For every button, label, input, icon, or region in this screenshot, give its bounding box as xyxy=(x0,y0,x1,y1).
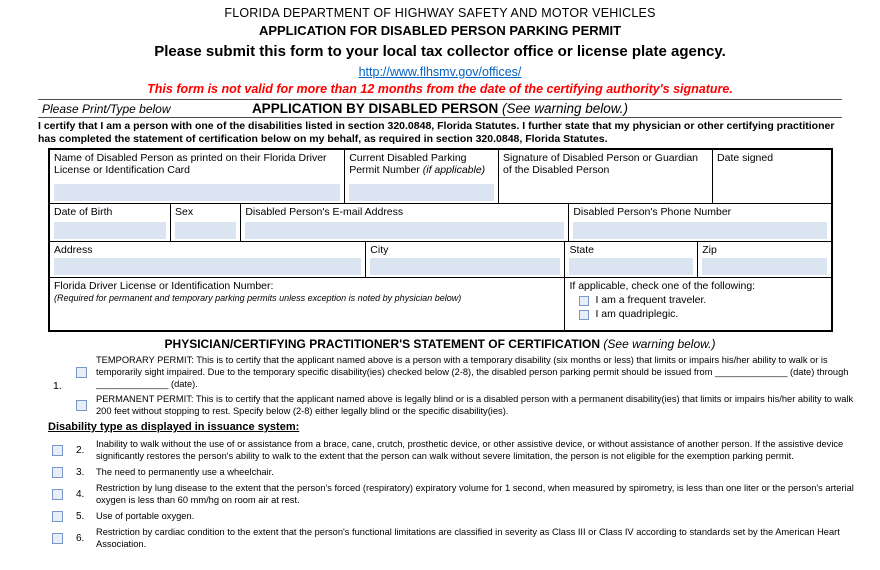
permit-number-label-text: Current Disabled Parking Permit Number xyxy=(349,152,467,176)
permit-type-item xyxy=(48,354,865,417)
quadriplegic-checkbox[interactable] xyxy=(579,310,589,320)
applicant-info-table xyxy=(48,148,833,332)
disability-2-checkbox[interactable] xyxy=(52,445,63,456)
disability-5-number: 5. xyxy=(76,510,85,522)
sex-input[interactable] xyxy=(175,222,236,239)
signature-cell xyxy=(499,150,713,203)
date-signed-cell xyxy=(713,150,831,203)
applicant-section-note: (See warning below.) xyxy=(501,101,629,116)
signature-label: Signature of Disabled Person or Guardian of the Disabled Person xyxy=(503,152,698,176)
dob-cell xyxy=(50,204,171,241)
disability-5-checkbox[interactable] xyxy=(52,511,63,522)
disability-2-number: 2. xyxy=(76,444,85,456)
item-1-number: 1. xyxy=(53,379,62,392)
validity-warning: This form is not valid for more than 12 months from the date of the certifying authority's signature. xyxy=(147,82,733,96)
phone-label: Disabled Person's Phone Number xyxy=(573,206,732,218)
permit-number-label xyxy=(349,152,494,176)
physician-section-title: PHYSICIAN/CERTIFYING PRACTITIONER'S STATEMENT OF CERTIFICATION xyxy=(164,337,601,351)
zip-cell xyxy=(698,242,831,277)
disability-4-checkbox[interactable] xyxy=(52,489,63,500)
disability-4-text: Restriction by lung disease to the extent that the person's forced (respiratory) expiratory volume for 1 second, when measured by spirometry, is less than one liter or the person's arterial oxygen is less than 60 mm/hg on room air at rest. xyxy=(96,483,854,505)
sex-cell xyxy=(171,204,241,241)
physician-section-header xyxy=(0,338,880,351)
disability-6-number: 6. xyxy=(76,532,85,544)
disability-3-text: The need to permanently use a wheelchair. xyxy=(96,467,274,477)
frequent-traveler-label: I am a frequent traveler. xyxy=(595,294,707,306)
table-row-1 xyxy=(50,150,831,204)
disability-item-4 xyxy=(52,482,862,506)
city-cell xyxy=(366,242,565,277)
name-cell xyxy=(50,150,345,203)
quadriplegic-label: I am quadriplegic. xyxy=(595,308,679,320)
disability-5-text: Use of portable oxygen. xyxy=(96,511,195,521)
link-row xyxy=(0,65,880,79)
physician-section-note: (See warning below.) xyxy=(603,337,716,351)
frequent-traveler-checkbox[interactable] xyxy=(579,296,589,306)
temporary-permit-text: TEMPORARY PERMIT: This is to certify that the applicant named above is a person with a temporary disability (six months or less) that limits or impairs his/her ability to walk or is temporarily sight impaired. Due to the temporary specific disability(ies) checked below (2-8), the disabled person parking permit should be issued from ______________ (date) through ______________ (date). xyxy=(96,355,849,389)
zip-input[interactable] xyxy=(702,258,827,275)
date-signed-label: Date signed xyxy=(717,152,774,164)
agency-title: FLORIDA DEPARTMENT OF HIGHWAY SAFETY AND MOTOR VEHICLES xyxy=(224,6,656,20)
city-label: City xyxy=(370,244,389,256)
disability-3-number: 3. xyxy=(76,466,85,478)
offices-link[interactable]: http://www.flhsmv.gov/offices/ xyxy=(358,65,522,79)
dl-number-note: (Required for permanent and temporary parking permits unless exception is noted by physician below) xyxy=(54,293,462,303)
email-input[interactable] xyxy=(245,222,564,239)
phone-cell xyxy=(569,204,831,241)
disability-6-checkbox[interactable] xyxy=(52,533,63,544)
disability-type-heading: Disability type as displayed in issuance system: xyxy=(48,421,300,433)
permit-number-note: (if applicable) xyxy=(422,164,486,176)
signature-area[interactable] xyxy=(503,176,708,201)
applicant-certification-text: I certify that I am a person with one of the disabilities listed in section 320.0848, Florida Statutes. I further state that my physician or other certifying practitioner has completed the statement of certification below on my behalf, as required in section 320.0848, Florida Statutes. xyxy=(38,120,835,145)
email-label: Disabled Person's E-mail Address xyxy=(245,206,404,218)
applicant-section-header xyxy=(38,99,842,118)
state-cell xyxy=(565,242,698,277)
applicant-section-title: APPLICATION BY DISABLED PERSON xyxy=(251,101,499,116)
state-input[interactable] xyxy=(569,258,693,275)
address-cell xyxy=(50,242,366,277)
name-label: Name of Disabled Person as printed on their Florida Driver License or Identification Card xyxy=(54,152,327,176)
temporary-permit-row xyxy=(76,354,865,390)
temporary-permit-checkbox[interactable] xyxy=(76,367,87,378)
permit-type-options xyxy=(76,354,865,417)
disability-6-text: Restriction by cardiac condition to the extent that the person's functional limitations are classified in severity as Class III or Class IV according to standards set by the American Heart Association. xyxy=(96,527,840,549)
state-label: State xyxy=(569,244,594,256)
zip-label: Zip xyxy=(702,244,717,256)
table-row-2 xyxy=(50,204,831,242)
print-type-hint: Please Print/Type below xyxy=(42,101,171,116)
dob-label: Date of Birth xyxy=(54,206,113,218)
disability-3-checkbox[interactable] xyxy=(52,467,63,478)
dl-number-area[interactable] xyxy=(54,304,560,329)
table-row-3 xyxy=(50,242,831,278)
table-row-4 xyxy=(50,278,831,330)
permit-number-input[interactable] xyxy=(349,184,494,201)
date-signed-area[interactable] xyxy=(717,164,827,201)
address-input[interactable] xyxy=(54,258,361,275)
dl-number-cell xyxy=(50,278,565,330)
address-label: Address xyxy=(54,244,93,256)
submit-instruction: Please submit this form to your local tax collector office or license plate agency. xyxy=(154,43,726,60)
permanent-permit-row xyxy=(76,393,865,417)
email-cell xyxy=(241,204,569,241)
frequent-traveler-row xyxy=(579,295,827,306)
city-input[interactable] xyxy=(370,258,560,275)
disability-item-3 xyxy=(52,466,862,478)
disability-4-number: 4. xyxy=(76,488,85,500)
disability-2-text: Inability to walk without the use of or assistance from a brace, cane, crutch, prosthetic device, or other assistive device, or without assistance of another person. If the assistive device significantly restores the person's ability to walk to the extent that the person can walk without severe limitation, the person is not eligible for the exemption parking permit. xyxy=(96,439,844,461)
sex-label: Sex xyxy=(175,206,194,218)
permanent-permit-text: PERMANENT PERMIT: This is to certify that the applicant named above is legally blind or is a disabled person with a permanent disability(ies) that limits or impairs his/her ability to walk 200 feet without stopping to rest. Specify below (2-8) either legally blind or the specific disability(ies). xyxy=(96,394,854,416)
permanent-permit-checkbox[interactable] xyxy=(76,400,87,411)
dl-number-label: Florida Driver License or Identification Number: xyxy=(54,280,274,292)
disability-item-2 xyxy=(52,438,862,462)
phone-input[interactable] xyxy=(573,222,827,239)
dob-input[interactable] xyxy=(54,222,166,239)
applicable-label: If applicable, check one of the following: xyxy=(569,280,756,292)
name-input[interactable] xyxy=(54,184,340,201)
disability-item-5 xyxy=(52,510,862,522)
disability-item-6 xyxy=(52,526,862,550)
applicable-checks-cell xyxy=(565,278,831,330)
quadriplegic-row xyxy=(579,309,827,320)
applicant-section-title-row xyxy=(242,101,638,116)
permit-number-cell xyxy=(345,150,499,203)
form-title: APPLICATION FOR DISABLED PERSON PARKING PERMIT xyxy=(258,23,622,38)
